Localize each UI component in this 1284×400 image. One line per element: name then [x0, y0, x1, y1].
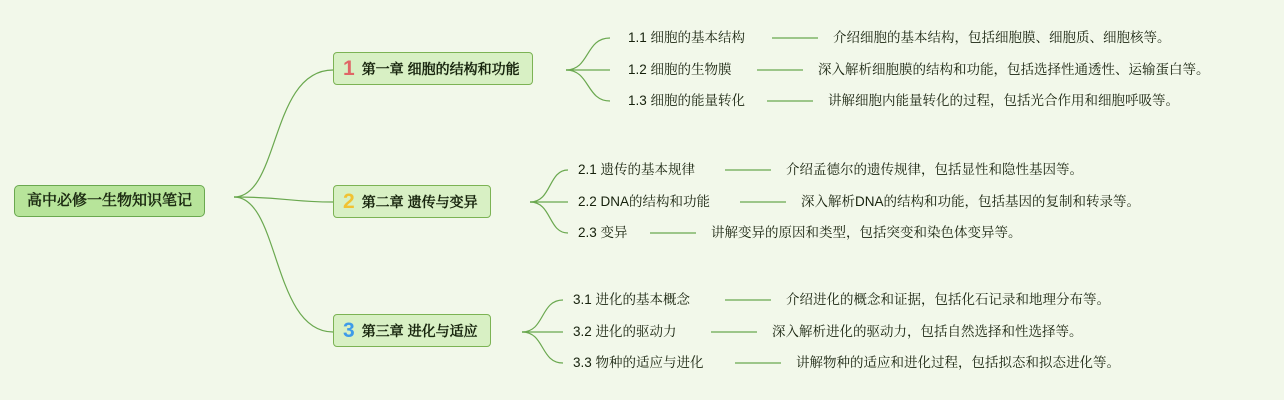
- root-node[interactable]: [14, 185, 205, 217]
- detail-node-2-1: 介绍孟德尔的遗传规律，包括显性和隐性基因等。: [786, 162, 1083, 177]
- detail-node-1-2: 深入解析细胞膜的结构和功能，包括选择性通透性、运输蛋白等。: [818, 62, 1210, 77]
- section-node-3-2[interactable]: 3.2 进化的驱动力: [573, 324, 677, 339]
- branch-label-2: 第二章 遗传与变异: [361, 193, 478, 210]
- detail-node-3-3: 讲解物种的适应和进化过程，包括拟态和拟态进化等。: [796, 355, 1120, 370]
- section-node-2-2[interactable]: 2.2 DNA的结构和功能: [578, 194, 711, 209]
- detail-node-1-3: 讲解细胞内能量转化的过程，包括光合作用和细胞呼吸等。: [828, 93, 1179, 108]
- section-node-1-1[interactable]: 1.1 细胞的基本结构: [628, 30, 746, 45]
- branch-node-chapter-1[interactable]: [333, 52, 533, 85]
- detail-node-2-2: 深入解析DNA的结构和功能，包括基因的复制和转录等。: [801, 194, 1141, 209]
- branch-number-3: 3: [343, 319, 355, 342]
- detail-node-3-2: 深入解析进化的驱动力，包括自然选择和性选择等。: [772, 324, 1083, 339]
- branch-label-3: 第三章 进化与适应: [361, 322, 478, 339]
- branch-label-1: 第一章 细胞的结构和功能: [361, 60, 520, 77]
- detail-node-1-1: 介绍细胞的基本结构，包括细胞膜、细胞质、细胞核等。: [833, 30, 1171, 45]
- root-label: 高中必修一生物知识笔记: [27, 192, 193, 209]
- section-node-1-2[interactable]: 1.2 细胞的生物膜: [628, 62, 732, 77]
- branch-number-2: 2: [343, 190, 355, 213]
- branch-node-chapter-2[interactable]: [333, 185, 491, 218]
- branch-number-1: 1: [343, 57, 355, 80]
- detail-node-3-1: 介绍进化的概念和证据，包括化石记录和地理分布等。: [786, 292, 1110, 307]
- section-node-3-1[interactable]: 3.1 进化的基本概念: [573, 292, 691, 307]
- section-node-1-3[interactable]: 1.3 细胞的能量转化: [628, 93, 746, 108]
- branch-node-chapter-3[interactable]: [333, 314, 491, 347]
- section-node-2-3[interactable]: 2.3 变异: [578, 225, 628, 240]
- section-node-3-3[interactable]: 3.3 物种的适应与进化: [573, 355, 704, 370]
- section-node-2-1[interactable]: 2.1 遗传的基本规律: [578, 162, 696, 177]
- detail-node-2-3: 讲解变异的原因和类型，包括突变和染色体变异等。: [711, 225, 1022, 240]
